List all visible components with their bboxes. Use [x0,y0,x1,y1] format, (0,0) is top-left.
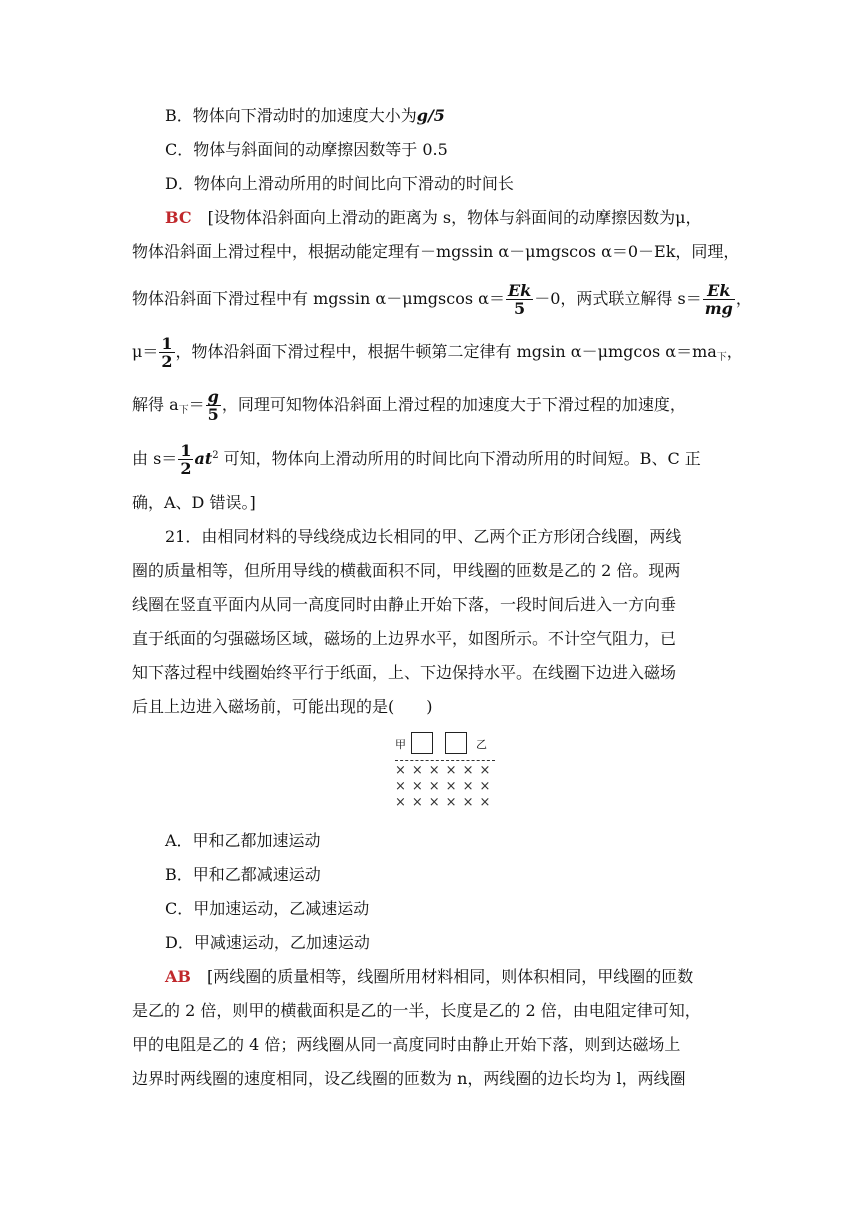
solution1-line3: 物体沿斜面下滑过程中有 mgssin α－μmgscos α＝ $\frac{Ek}{5}$ －0，两式联立解得 s＝ $\frac{Ek}{mg}$ ， [132,281,752,318]
option-b-prev: B．物体向下滑动时的加速度大小为g/5 [165,106,445,125]
solution1-line6: 由 s＝ $\frac{1}{2}$ $at^2$ 可知，物体向上滑动所用的时间比向下滑动所用的时间短。B、C 正 [132,441,701,478]
question21-line4: 直于纸面的匀强磁场区域，磁场的上边界水平，如图所示。不计空气阻力，已 [132,629,677,648]
question21-line1: 21．由相同材料的导线绕成边长相同的甲、乙两个正方形闭合线圈，两线 [165,527,682,546]
fraction: $\frac{1}{2}$ [161,334,173,371]
coil-left [411,732,433,754]
answer-badge: AB [165,967,191,986]
question21-line3: 线圈在竖直平面内从同一高度同时由静止开始下落，一段时间后进入一方向垂 [132,595,677,614]
option-a: A．甲和乙都加速运动 [165,831,321,850]
solution1-line1: BC [设物体沿斜面向上滑动的距离为 s，物体与斜面间的动摩擦因数为μ， [165,208,702,227]
solution1-line7: 确，A、D 错误。] [132,493,256,512]
question21-line5: 知下落过程中线圈始终平行于纸面，上、下边保持水平。在线圈下边进入磁场 [132,663,677,682]
solution2-line2: 是乙的 2 倍，则甲的横截面积是乙的一半，长度是乙的 2 倍，由电阻定律可知， [132,1001,701,1020]
option-c: C．甲加速运动，乙减速运动 [165,899,370,918]
question21-line2: 圈的质量相等，但所用导线的横截面积不同，甲线圈的匝数是乙的 2 倍。现两 [132,561,681,580]
fraction: $\frac{g}{5}$ [207,387,219,424]
solution1-line2: 物体沿斜面上滑过程中，根据动能定理有－mgssin α－μmgscos α＝0－Ek，同理， [132,242,740,261]
answer-badge: BC [165,208,192,227]
fraction: $\frac{Ek}{mg}$ [704,281,733,318]
solution2-line4: 边界时两线圈的速度相同，设乙线圈的匝数为 n，两线圈的边长均为 l，两线圈 [132,1069,686,1088]
field-boundary [395,760,495,761]
solution2-line1: AB [两线圈的质量相等，线圈所用材料相同，则体积相同，甲线圈的匝数 [165,967,694,986]
option-b: B．甲和乙都减速运动 [165,865,321,884]
solution2-line3: 甲的电阻是乙的 4 倍；两线圈从同一高度同时由静止开始下落，则到达磁场上 [132,1035,681,1054]
option-c-prev: C．物体与斜面间的动摩擦因数等于 0.5 [165,140,448,159]
question21-line6: 后且上边进入磁场前，可能出现的是( ) [132,697,433,716]
field-row: ×××××× [395,763,497,778]
fraction: $\frac{Ek}{5}$ [507,281,532,318]
coil-label-right: 乙 [476,738,487,751]
option-d: D．甲减速运动，乙加速运动 [165,933,370,952]
field-row: ×××××× [395,795,497,810]
solution1-line5: 解得 $a_下=$ $\frac{g}{5}$ ，同理可知物体沿斜面上滑过程的加速度大于下滑过程的加速度， [132,387,686,424]
solution1-line4: μ＝ $\frac{1}{2}$ ，物体沿斜面下滑过程中，根据牛顿第二定律有 mgsin α－μmgcos $\alpha=ma_下$， [132,334,743,371]
fraction: $\frac{1}{2}$ [180,441,192,478]
coil-label-left: 甲 [395,738,406,751]
option-d-prev: D．物体向上滑动所用的时间比向下滑动的时间长 [165,174,514,193]
coil-right [445,732,467,754]
field-row: ×××××× [395,779,497,794]
magnetic-field-figure [395,730,505,812]
